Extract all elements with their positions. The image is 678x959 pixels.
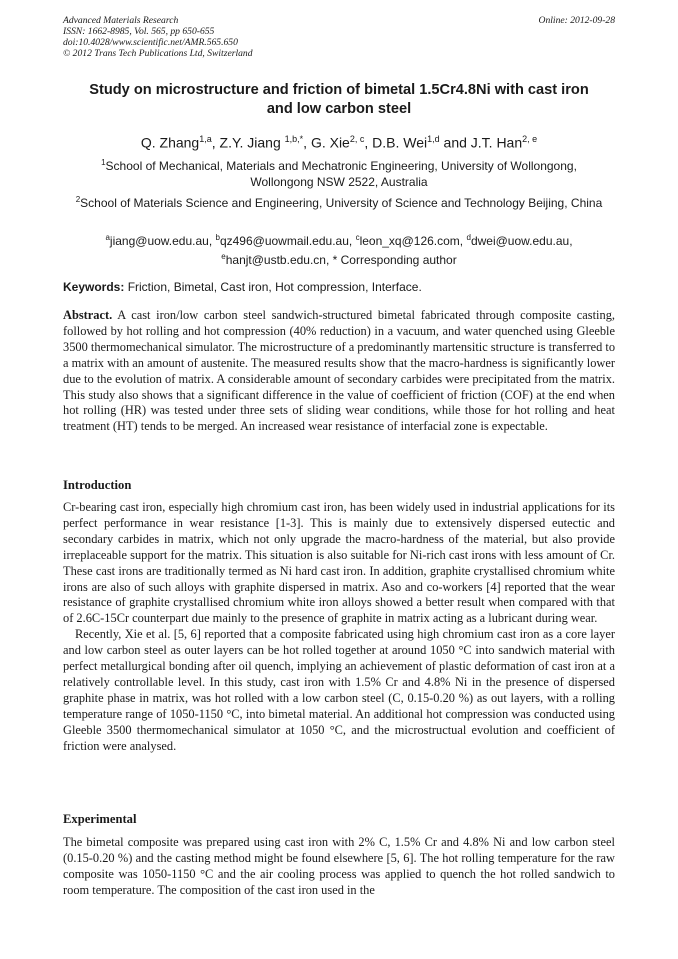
keywords-label: Keywords:: [63, 280, 125, 294]
issn: ISSN: 1662-8985, Vol. 565, pp 650-655: [63, 26, 215, 37]
affiliation-text: School of Mechanical, Materials and Mechatronic Engineering, University of Wollongong, Wollongong NSW 2522, Australia: [105, 159, 577, 189]
email-list: [70, 230, 608, 268]
journal-name: Advanced Materials Research: [63, 15, 179, 26]
online-date: Online: 2012-09-28: [538, 15, 615, 26]
affiliation-text: School of Materials Science and Engineering, University of Science and Technology Beijing, China: [80, 196, 603, 210]
keywords-text: Friction, Bimetal, Cast iron, Hot compression, Interface.: [124, 280, 422, 294]
paragraph: Recently, Xie et al. [5, 6] reported that a composite fabricated using high chromium cast iron as a core layer and low carbon steel as outer layers can be hot rolled together at around 1050 °C into sandwich material with perfect metallurgical bonding after oil quench, implying an achievement of plastic deformation of cast iron at a relatively controllable level. In this study, cast iron with 1.5% Cr and 4.8% Ni in the presence of dispersed graphite phase in matrix, was hot rolled with a low carbon steel (C, 0.15-0.20 %) as out layers, with a rolling temperature range of 1050-1150 °C, into bimetal material. An additional hot compression was conducted using Gleeble 3500 thermomechanical simulator at 1050 °C, and the microstructual evolution and coefficient of friction were analysed.: [63, 627, 615, 753]
author-sup: 1,d: [427, 134, 440, 144]
title-line-2: and low carbon steel: [266, 101, 412, 117]
introduction-body: [63, 500, 615, 755]
author-name: Z.Y. Jiang: [219, 134, 285, 151]
author-name: G. Xie: [310, 134, 350, 151]
abstract: [63, 308, 615, 435]
title-line-1: Study on microstructure and friction of bimetal 1.5Cr4.8Ni with cast iron: [89, 82, 589, 98]
email: leon_xq@126.com,: [359, 234, 467, 248]
affiliation-1: [70, 155, 608, 190]
abstract-label: Abstract.: [63, 308, 113, 322]
email: hanjt@ustb.edu.cn, * Corresponding author: [225, 253, 457, 267]
experimental-body: [63, 835, 615, 899]
email-sup: d: [466, 233, 471, 242]
copyright: © 2012 Trans Tech Publications Ltd, Switzerland: [63, 48, 253, 59]
doi: doi:10.4028/www.scientific.net/AMR.565.650: [63, 37, 238, 48]
author-sup: 2, e: [522, 134, 538, 144]
email-sup: a: [105, 233, 110, 242]
author-sup: 1,a: [199, 134, 212, 144]
author-sup: 1,b,*: [284, 134, 304, 144]
email-sup: b: [215, 233, 220, 242]
email: qz496@uowmail.edu.au,: [219, 234, 356, 248]
email-sup: c: [355, 233, 360, 242]
email-sup: e: [221, 252, 226, 261]
paragraph: Cr-bearing cast iron, especially high chromium cast iron, has been widely used in industrial applications for its perfect performance in wear resistance [1-3]. This is mainly due to extensively dispersed eutectic and secondary carbides in matrix, which not only upgrade the macro-hardness of the material, but also provide irreplaceable support for the matrix. This situation is also suitable for Ni-rich cast irons with less amount of Cr. These cast irons are traditionally termed as Ni hard cast iron. In addition, graphite crystallised chromium white irons are also of such alloys with graphite dispersed in matrix. Aso and co-workers [4] reported that the wear resistance of graphite crystallised chromium white iron alloys showed a better result when compared with that of 2.6C-15Cr counterpart due mainly to the presence of graphite in matrix acting as a lubricant during wear.: [63, 500, 615, 626]
experimental-heading: Experimental: [63, 812, 137, 826]
paragraph: The bimetal composite was prepared using cast iron with 2% C, 1.5% Cr and 4.8% Ni and low carbon steel (0.15-0.20 %) and the casting method might be found elsewhere [5, 6]. The hot rolling temperature for the raw composite was 1050-1150 °C and the air cooling process was applied to quench the hot rolled sandwich to room temperature. The composition of the cast iron used in the: [63, 835, 615, 897]
affiliation-sup: 1: [101, 158, 106, 167]
introduction-heading: Introduction: [63, 478, 132, 492]
author-name: Q. Zhang: [140, 134, 200, 151]
abstract-text: A cast iron/low carbon steel sandwich-structured bimetal fabricated through composite casting, followed by hot rolling and hot compression (40% reduction) in a vacuum, and water quenched using Gleeble 3500 thermomechanical simulator. The microstructure of a predominantly martensitic structure is transferred to a matrix with an amount of austenite. The measured results show that the macro-hardness is significantly lower due to the evolution of matrix. A considerable amount of secondary carbides were precipitated from the matrix. This study also shows that a significant difference in the value of coefficient of friction (COF) at the end when hot rolling (HR) was tested under three sets of sliding wear conditions, while those for hot rolling and heat treatment (HT) tends to be merged. An increased wear resistance of interfacial zone is expectable.: [63, 308, 616, 434]
email: dwei@uow.edu.au,: [470, 234, 573, 248]
affiliation-sup: 2: [75, 195, 81, 204]
author-name: and J.T. Han: [443, 134, 523, 151]
author-sup: 2, c: [349, 134, 365, 144]
paper-title: [63, 81, 615, 119]
affiliation-2: [70, 192, 608, 211]
author-name: D.B. Wei: [372, 134, 428, 151]
author-list: Q. Zhang$^{1,a}$, Z.Y. Jiang $^{1,b,*}$, G. Xie$^{2, c}$, D.B. Wei$^{1,d}$ and J.T. Han$^{2, e}$: [140, 134, 538, 151]
keywords: [63, 279, 615, 295]
email: jiang@uow.edu.au,: [109, 234, 216, 248]
journal-header: [63, 15, 615, 59]
